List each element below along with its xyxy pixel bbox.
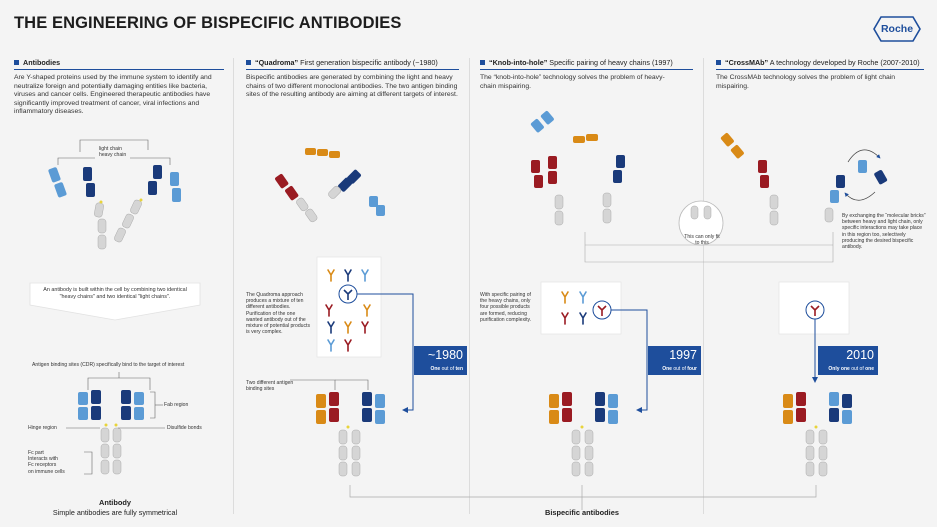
binding-sites-label: Two different antigen binding sites — [246, 380, 294, 393]
year-2010-box: 2010 Only one out of one — [818, 346, 878, 375]
crossmab-chains — [720, 132, 888, 225]
fab-region-label: Fab region — [164, 402, 189, 408]
antibody-footer: Simple antibodies are fully symmetrical — [52, 508, 178, 517]
heavy-chain-label: heavy chain — [99, 152, 127, 158]
knob-heading: “Knob-into-hole” Specific pairing of heavy chains (1997) — [480, 58, 673, 67]
crossmab-heading: “CrossMAb” A technology developed by Roche (2007-2010) — [716, 58, 920, 67]
antibodies-description: Are Y-shaped proteins used by the immune system to identify and neutralize foreign and potentially damaging entities like bacteria, viruses and cancer cells. Engineered therapeutic antibodies have significantly improved treatment of cancer, viral infections and inflammatory diseases. — [14, 74, 212, 116]
knob-result-pair — [549, 392, 618, 476]
assembly-callout: An antibody is built within the cell by combining two identical "heavy chains" and two identical "light chains". — [36, 287, 194, 300]
bispecific-footer: Bispecific antibodies — [545, 508, 619, 517]
fc-part-label: Fc part Interacts with Fc receptors on immune cells — [28, 450, 65, 475]
antibodies-heading: Antibodies — [14, 58, 60, 67]
quadroma-note: The Quadroma approach produces a mixture of ten different antibodies. Purification of the one wanted antibody out of the mixture of potential products is very complex. — [246, 292, 310, 336]
page-title: THE ENGINEERING OF BISPECIFIC ANTIBODIES — [14, 14, 402, 32]
quadroma-heading: “Quadroma” First generation bispecific antibody (~1980) — [246, 58, 438, 67]
knob-chains — [530, 110, 625, 225]
crossmab-description: The CrossMAb technology solves the problem of light chain mispairing. — [716, 74, 896, 90]
quadroma-chains — [274, 148, 385, 223]
hinge-region-label: Hinge region — [28, 425, 57, 431]
antibody-footer-title: Antibody — [98, 498, 132, 507]
knob-note: With specific pairing of the heavy chains, only four possible products are formed, reducing purification complexity. — [480, 292, 532, 323]
year-1997-box: 1997 One out of four — [648, 346, 701, 375]
annotated-antibody-pair — [66, 372, 165, 474]
cdr-label: Antigen binding sites (CDR) specifically bind to the target of interest — [32, 362, 185, 368]
roche-logo: Roche — [873, 16, 921, 42]
quadroma-result-pair — [290, 380, 385, 476]
fit-label: This can only fit to this — [684, 234, 720, 247]
light-chain-label: light chain — [99, 146, 122, 152]
crossmab-note: By exchanging the “molecular bricks” between heavy and light chain, only specific interactions may take place in this region too, selectively producing the desired bispecific antibody. — [842, 213, 926, 251]
disulfide-label: Disulfide bonds — [167, 425, 202, 431]
quadroma-description: Bispecific antibodies are generated by combining the light and heavy chains of two different monoclonal antibodies. The two antigen binding sites of the resulting antibody are aiming at different targets of interest. — [246, 74, 458, 99]
year-1980-box: ~1980 One out of ten — [414, 346, 467, 375]
crossmab-result-pair — [783, 392, 852, 476]
knob-description: The “knob-into-hole” technology solves the problem of heavy-chain mispairing. — [480, 74, 665, 90]
